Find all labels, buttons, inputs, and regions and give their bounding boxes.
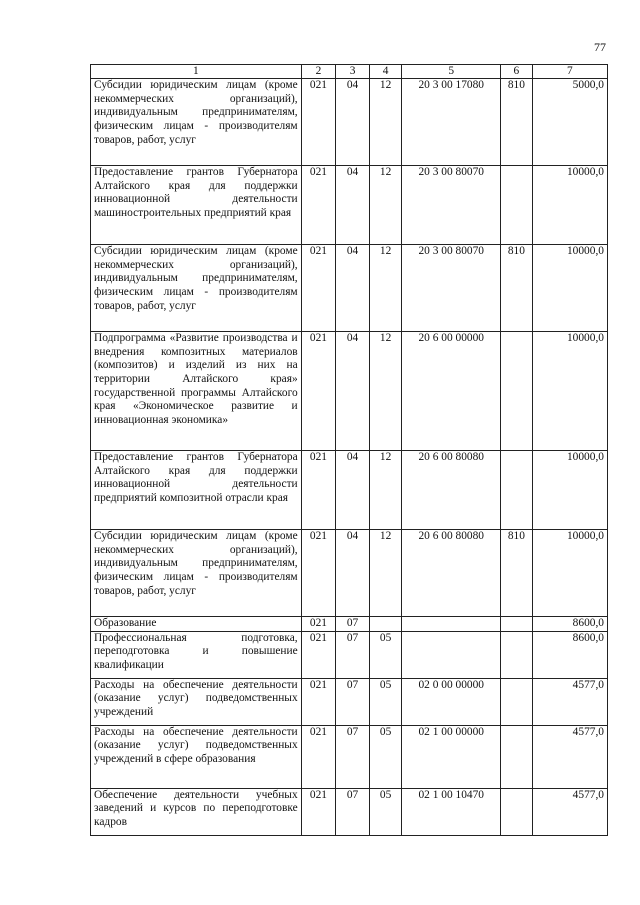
row-amount: 4577,0 — [532, 788, 607, 835]
table-row — [91, 166, 608, 245]
row-name: Предоставление грантов Губернатора Алтайского края для поддержки инновационной деятельности предприятий композитной отрасли края — [91, 451, 302, 530]
page-number: 77 — [594, 40, 606, 54]
row-amount: 10000,0 — [532, 245, 607, 332]
row-name: Профессиональная подготовка, переподготовка и повышение квалификации — [91, 631, 302, 678]
row-subsection-code: 12 — [369, 530, 402, 617]
row-expense-type — [501, 678, 533, 725]
row-name: Субсидии юридическим лицам (кроме некоммерческих организаций), индивидуальным предпринимателям, физическим лицам - производителям товаров, работ, услуг — [91, 79, 302, 166]
row-subsection-code: 12 — [369, 79, 402, 166]
row-amount: 10000,0 — [532, 451, 607, 530]
row-amount: 8600,0 — [532, 617, 607, 632]
budget-table — [90, 64, 608, 836]
table-row — [91, 451, 608, 530]
row-subsection-code: 12 — [369, 451, 402, 530]
column-header: 5 — [402, 65, 501, 79]
row-target-code: 02 0 00 00000 — [402, 678, 501, 725]
row-amount: 4577,0 — [532, 725, 607, 788]
column-header: 1 — [91, 65, 302, 79]
row-subsection-code: 05 — [369, 725, 402, 788]
column-header: 2 — [301, 65, 336, 79]
row-target-code — [402, 631, 501, 678]
row-expense-type — [501, 725, 533, 788]
row-expense-type — [501, 451, 533, 530]
table-row — [91, 332, 608, 451]
row-target-code — [402, 617, 501, 632]
table-row — [91, 788, 608, 835]
row-subsection-code: 05 — [369, 631, 402, 678]
row-target-code: 20 3 00 80070 — [402, 166, 501, 245]
table-row — [91, 245, 608, 332]
row-expense-type — [501, 166, 533, 245]
row-target-code: 20 6 00 00000 — [402, 332, 501, 451]
row-ministry-code: 021 — [301, 79, 336, 166]
row-expense-type — [501, 788, 533, 835]
row-amount: 10000,0 — [532, 332, 607, 451]
row-amount: 8600,0 — [532, 631, 607, 678]
row-name: Предоставление грантов Губернатора Алтайского края для поддержки инновационной деятельности машиностроительных предприятий края — [91, 166, 302, 245]
row-name: Расходы на обеспечение деятельности (оказание услуг) подведомственных учреждений в сфере образования — [91, 725, 302, 788]
row-name: Расходы на обеспечение деятельности (оказание услуг) подведомственных учреждений — [91, 678, 302, 725]
row-section-code: 07 — [336, 788, 370, 835]
row-ministry-code: 021 — [301, 451, 336, 530]
row-target-code: 20 6 00 80080 — [402, 451, 501, 530]
row-amount: 4577,0 — [532, 678, 607, 725]
row-ministry-code: 021 — [301, 725, 336, 788]
row-amount: 10000,0 — [532, 530, 607, 617]
row-ministry-code: 021 — [301, 245, 336, 332]
header-row — [91, 65, 608, 79]
row-section-code: 04 — [336, 332, 370, 451]
row-ministry-code: 021 — [301, 530, 336, 617]
table-row — [91, 530, 608, 617]
row-name: Подпрограмма «Развитие производства и внедрения композитных материалов (композитов) и изделий из них на территории Алтайского края» государственной программы Алтайского края «Экономическое развитие и инновационная экономика» — [91, 332, 302, 451]
row-target-code: 20 3 00 17080 — [402, 79, 501, 166]
row-name: Субсидии юридическим лицам (кроме некоммерческих организаций), индивидуальным предпринимателям, физическим лицам - производителям товаров, работ, услуг — [91, 530, 302, 617]
row-expense-type — [501, 617, 533, 632]
row-amount: 10000,0 — [532, 166, 607, 245]
row-section-code: 07 — [336, 617, 370, 632]
row-ministry-code: 021 — [301, 788, 336, 835]
row-name: Обеспечение деятельности учебных заведений и курсов по переподготовке кадров — [91, 788, 302, 835]
row-section-code: 04 — [336, 166, 370, 245]
row-subsection-code: 12 — [369, 166, 402, 245]
row-expense-type: 810 — [501, 245, 533, 332]
row-section-code: 07 — [336, 631, 370, 678]
row-ministry-code: 021 — [301, 678, 336, 725]
row-section-code: 04 — [336, 451, 370, 530]
row-subsection-code: 12 — [369, 245, 402, 332]
row-target-code: 02 1 00 00000 — [402, 725, 501, 788]
row-name: Субсидии юридическим лицам (кроме некоммерческих организаций), индивидуальным предпринимателям, физическим лицам - производителям товаров, работ, услуг — [91, 245, 302, 332]
row-ministry-code: 021 — [301, 166, 336, 245]
row-amount: 5000,0 — [532, 79, 607, 166]
row-expense-type: 810 — [501, 530, 533, 617]
row-expense-type — [501, 631, 533, 678]
row-ministry-code: 021 — [301, 617, 336, 632]
table-row — [91, 631, 608, 678]
column-header: 6 — [501, 65, 533, 79]
row-subsection-code: 05 — [369, 788, 402, 835]
row-expense-type: 810 — [501, 79, 533, 166]
row-target-code: 02 1 00 10470 — [402, 788, 501, 835]
column-header: 4 — [369, 65, 402, 79]
row-expense-type — [501, 332, 533, 451]
row-section-code: 07 — [336, 678, 370, 725]
row-ministry-code: 021 — [301, 332, 336, 451]
table-row — [91, 678, 608, 725]
row-subsection-code: 05 — [369, 678, 402, 725]
column-header: 7 — [532, 65, 607, 79]
row-target-code: 20 6 00 80080 — [402, 530, 501, 617]
row-section-code: 04 — [336, 79, 370, 166]
table-row — [91, 725, 608, 788]
row-ministry-code: 021 — [301, 631, 336, 678]
row-section-code: 04 — [336, 530, 370, 617]
table-row — [91, 79, 608, 166]
row-section-code: 04 — [336, 245, 370, 332]
column-header: 3 — [336, 65, 370, 79]
row-name: Образование — [91, 617, 302, 632]
row-target-code: 20 3 00 80070 — [402, 245, 501, 332]
row-subsection-code — [369, 617, 402, 632]
row-section-code: 07 — [336, 725, 370, 788]
row-subsection-code: 12 — [369, 332, 402, 451]
table-row — [91, 617, 608, 632]
